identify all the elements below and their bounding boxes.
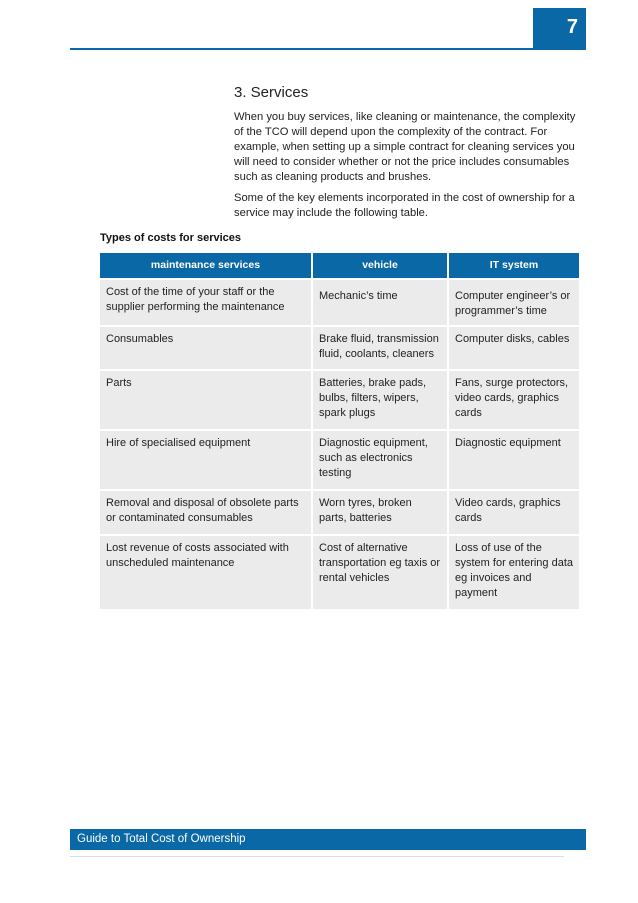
table-cell: Mechanic’s time (313, 278, 449, 325)
cost-types-table (100, 253, 579, 609)
services-section (234, 84, 584, 227)
column-header-it-system: IT system (449, 253, 579, 278)
table-cell: Fans, surge protectors, video cards, graphics cards (449, 369, 579, 429)
table-row (100, 369, 579, 429)
table-cell: Cost of the time of your staff or the supplier performing the maintenance (100, 278, 313, 325)
table-cell: Computer engineer’s or programmer’s time (449, 278, 579, 325)
table-row (100, 534, 579, 609)
table-cell: Computer disks, cables (449, 325, 579, 369)
table-row (100, 278, 579, 325)
table-cell: Diagnostic equipment (449, 429, 579, 489)
footer-title: Guide to Total Cost of Ownership (77, 833, 246, 845)
table-cell: Batteries, brake pads, bulbs, filters, wipers, spark plugs (313, 369, 449, 429)
table-cell: Loss of use of the system for entering data eg invoices and payment (449, 534, 579, 609)
table-cell: Lost revenue of costs associated with unscheduled maintenance (100, 534, 313, 609)
table-intro-paragraph: Some of the key elements incorporated in the cost of ownership for a service may include the following table. (234, 192, 575, 219)
table-row (100, 429, 579, 489)
table-cell: Video cards, graphics cards (449, 489, 579, 534)
table-cell: Diagnostic equipment, such as electronics testing (313, 429, 449, 489)
table-cell: Consumables (100, 325, 313, 369)
column-header-vehicle: vehicle (313, 253, 449, 278)
header-rule (70, 48, 586, 50)
page-number: 7 (533, 8, 586, 50)
table-caption: Types of costs for services (100, 232, 242, 244)
table-cell: Parts (100, 369, 313, 429)
table-cell: Worn tyres, broken parts, batteries (313, 489, 449, 534)
column-header-maintenance-services: maintenance services (100, 253, 313, 278)
table-header-row (100, 253, 579, 278)
section-title: 3. Services (234, 84, 309, 101)
table-row (100, 489, 579, 534)
footer-rule (70, 856, 564, 857)
table-cell: Brake fluid, transmission fluid, coolants, cleaners (313, 325, 449, 369)
table-cell: Hire of specialised equipment (100, 429, 313, 489)
footer-bar (70, 829, 586, 850)
table-cell: Cost of alternative transportation eg taxis or rental vehicles (313, 534, 449, 609)
intro-paragraph: When you buy services, like cleaning or maintenance, the complexity of the TCO will depend upon the complexity of the contract. For example, when setting up a simple contract for cleaning services you will need to consider whether or not the price includes consumables such as cleaning products and brushes. (234, 111, 576, 183)
table-row (100, 325, 579, 369)
table-cell: Removal and disposal of obsolete parts or contaminated consumables (100, 489, 313, 534)
